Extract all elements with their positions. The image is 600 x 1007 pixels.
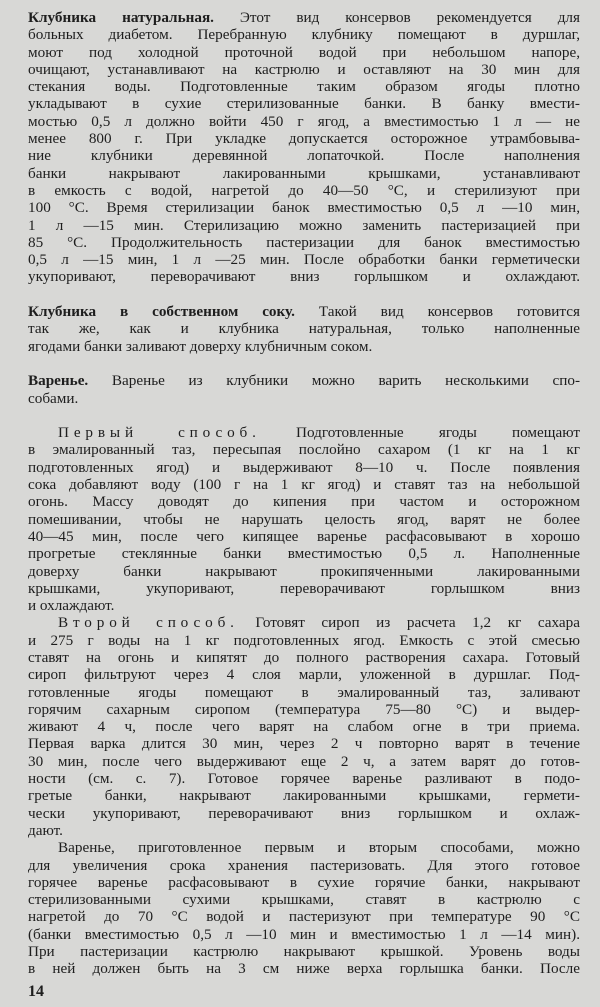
text-line xyxy=(28,390,580,407)
paragraph xyxy=(28,372,580,407)
text-line xyxy=(28,61,580,78)
line-text: больных диабетом. Перебранную клубнику помещают в дуршлаг, xyxy=(28,26,580,44)
line-text: огонь. Массу доводят до кипения при частом и осторожном xyxy=(28,493,580,511)
text-line xyxy=(28,251,580,268)
line-text: гретые банки, накрывают лакированными крышками, гермети- xyxy=(28,787,580,805)
line-text: Готовят сироп из расчета 1,2 кг сахара xyxy=(238,614,580,632)
page-number: 14 xyxy=(28,983,44,1000)
text-line xyxy=(28,943,580,960)
text-line xyxy=(28,234,580,251)
line-text: дают. xyxy=(28,821,63,839)
text-line xyxy=(28,839,580,856)
line-text: Варенье, приготовленное первым и вторым способами, можно xyxy=(58,839,580,857)
line-text: ставят на огонь и кипятят до полного растворения сахара. Готовый xyxy=(28,648,580,666)
line-text: 30 мин, после чего выдерживают еще 2 ч, а затем варят до готов- xyxy=(28,752,580,770)
text-line xyxy=(28,770,580,787)
line-text: очищают, устанавливают на кастрюлю и оставляют на 30 мин для xyxy=(28,60,580,78)
text-line xyxy=(28,597,580,614)
text-line xyxy=(28,805,580,822)
text-line xyxy=(28,424,580,441)
line-text: 1 л —15 мин. Стерилизацию можно заменить пастеризацией при xyxy=(28,216,580,234)
text-line xyxy=(28,632,580,649)
text-line xyxy=(28,372,580,389)
text-line xyxy=(28,874,580,891)
text-line xyxy=(28,165,580,182)
line-text: Варенье из клубники можно варить несколькими спо- xyxy=(88,372,580,390)
line-text: сока добавляют воду (100 г на 1 кг ягод) и ставят таз на небольшой xyxy=(28,476,580,494)
line-text: 100 °С. Время стерилизации банок вместимостью 0,5 л —10 мин, xyxy=(28,199,580,217)
line-text: Подготовленные ягоды помещают xyxy=(260,424,580,442)
line-text: укладывают в сухие стерилизованные банки. В банку вмести- xyxy=(28,95,580,113)
line-text: При пастеризации кастрюлю накрывают крышкой. Уровень воды xyxy=(28,943,580,961)
text-line xyxy=(28,614,580,631)
line-text: 40—45 мин, после чего кипящее варенье расфасовывают в хорошо xyxy=(28,527,580,545)
section-heading: Клубника в собственном соку. xyxy=(28,303,295,321)
text-line xyxy=(28,130,580,147)
text-line xyxy=(28,787,580,804)
text-line xyxy=(28,9,580,26)
line-text: (банки вместимостью 0,5 л —10 мин и вместимостью 1 л —14 мин). xyxy=(28,925,580,943)
line-text: и 275 г воды на 1 кг подготовленных ягод. Емкость с этой смесью xyxy=(28,631,580,649)
section-heading: Первый способ. xyxy=(58,424,261,442)
line-text: нагретой до 70 °С водой и пастеризуют при температуре 90 °С xyxy=(28,908,580,926)
line-text: в эмалированный таз, пересыпая послойно сахаром (1 кг на 1 кг xyxy=(28,441,580,459)
text-line xyxy=(28,701,580,718)
text-line xyxy=(28,718,580,735)
text-line xyxy=(28,493,580,510)
section-heading: Клубника натуральная. xyxy=(28,9,214,26)
line-text: банки накрывают лакированными крышками, устанавливают xyxy=(28,164,580,182)
line-text: помешивании, чтобы не нарушать целость ягод, варят не более xyxy=(28,510,580,528)
line-text: горячее варенье расфасовывают в сухие горячие банки, накрывают xyxy=(28,873,580,891)
text-line xyxy=(28,44,580,61)
line-text: ние клубники деревянной лопаточкой. После наполнения xyxy=(28,147,580,165)
line-text: стекания воды. Подготовленные таким образом ягоды плотно xyxy=(28,78,580,96)
text-line xyxy=(28,545,580,562)
line-text: горячим сахарным сиропом (температура 75—80 °С) и выдер- xyxy=(28,700,580,718)
line-text: стерилизованными сухими крышками, ставят в кастрюлю с xyxy=(28,891,580,909)
text-line xyxy=(28,753,580,770)
line-text: ности (см. с. 7). Готовое горячее варенье разливают в подо- xyxy=(28,770,580,788)
line-text: мостью 0,5 л должно войти 450 г ягод, а вместимостью 1 л — не xyxy=(28,112,580,130)
text-line xyxy=(28,217,580,234)
text-line xyxy=(28,684,580,701)
text-line xyxy=(28,822,580,839)
text-line xyxy=(28,113,580,130)
text-line xyxy=(28,563,580,580)
text-line xyxy=(28,649,580,666)
line-text: и охлаждают. xyxy=(28,597,115,615)
line-text: 0,5 л —15 мин, 1 л —25 мин. После обработки банки герметически xyxy=(28,251,580,269)
line-text: доверху банки накрывают прокипяченными лакированными xyxy=(28,562,580,580)
text-line xyxy=(28,147,580,164)
text-line xyxy=(28,199,580,216)
line-text: 85 °С. Продолжительность пастеризации для банок вместимостью xyxy=(28,233,580,251)
line-text: ягодами банки заливают доверху клубничным соком. xyxy=(28,337,373,355)
paragraph xyxy=(28,9,580,286)
line-text: живают 4 ч, после чего варят на слабом огне в три приема. xyxy=(28,718,580,736)
paragraph xyxy=(28,303,580,355)
text-line xyxy=(28,320,580,337)
text-line xyxy=(28,26,580,43)
text-line xyxy=(28,735,580,752)
line-text: Такой вид консервов готовится xyxy=(294,303,580,321)
paragraph xyxy=(28,614,580,839)
line-text: подготовленных ягод) и выдерживают 8—10 ч. После появления xyxy=(28,458,580,476)
section-heading: Второй способ. xyxy=(58,614,239,632)
line-text: Первая варка длится 30 мин, через 2 ч повторно варят в течение xyxy=(28,735,580,753)
text-line xyxy=(28,441,580,458)
text-line xyxy=(28,857,580,874)
text-line xyxy=(28,182,580,199)
text-line xyxy=(28,580,580,597)
text-line xyxy=(28,476,580,493)
line-text: чески укупоривают, переворачивают вниз горлышком и охлаж- xyxy=(28,804,580,822)
text-line xyxy=(28,891,580,908)
paragraph xyxy=(28,839,580,977)
line-text: сироп фильтруют через 4 слоя марли, уложенной в дуршлаг. Под- xyxy=(28,666,580,684)
line-text: укупоривают, переворачивают вниз горлышком и охлаждают. xyxy=(28,268,580,286)
line-text: менее 800 г. При укладке допускается осторожное утрамбовыва- xyxy=(28,130,580,148)
text-line xyxy=(28,459,580,476)
line-text: крышками, укупоривают, переворачивают горлышком вниз xyxy=(28,579,580,597)
text-line xyxy=(28,303,580,320)
text-line xyxy=(28,95,580,112)
line-text: так же, как и клубника натуральная, только наполненные xyxy=(28,320,580,338)
text-line xyxy=(28,666,580,683)
paragraph xyxy=(28,424,580,614)
line-text: прогретые стеклянные банки вместимостью 0,5 л. Наполненные xyxy=(28,545,580,563)
text-line xyxy=(28,268,580,285)
line-text: Этот вид консервов рекомендуется для xyxy=(213,9,580,26)
text-line xyxy=(28,528,580,545)
line-text: в ней должен быть на 3 см ниже верха горлышка банки. После xyxy=(28,960,580,978)
text-line xyxy=(28,926,580,943)
text-line xyxy=(28,338,580,355)
line-text: собами. xyxy=(28,389,79,407)
text-line xyxy=(28,511,580,528)
text-line xyxy=(28,908,580,925)
text-line xyxy=(28,78,580,95)
line-text: готовленные ягоды помещают в эмалированный таз, заливают xyxy=(28,683,580,701)
line-text: моют под холодной проточной водой при небольшом напоре, xyxy=(28,43,580,61)
page-body xyxy=(28,9,580,995)
text-line xyxy=(28,960,580,977)
line-text: для увеличения срока хранения пастеризовать. Для этого готовое xyxy=(28,856,580,874)
line-text: в емкость с водой, нагретой до 40—50 °С, и стерилизуют при xyxy=(28,181,580,199)
section-heading: Варенье. xyxy=(28,372,89,390)
